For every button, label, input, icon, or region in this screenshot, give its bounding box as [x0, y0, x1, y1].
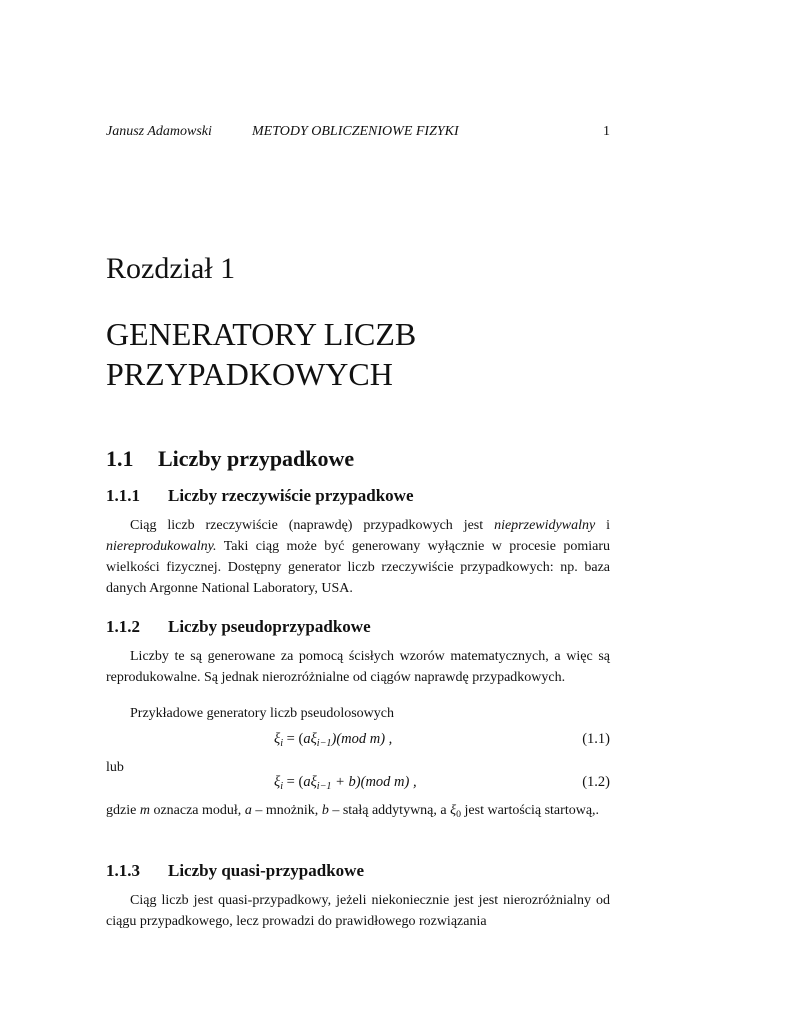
emphasis-text: niereprodukowalny. — [106, 539, 217, 554]
eq-symbol: ξ — [274, 774, 281, 790]
chapter-title-line2: PRZYPADKOWYCH — [106, 356, 393, 392]
paragraph-text: gdzie — [106, 803, 140, 818]
math-var: a — [244, 803, 252, 818]
running-head-title: METODY OBLICZENIOWE FIZYKI — [252, 124, 459, 139]
eq-subscript: i — [280, 781, 284, 792]
subsection-number: 1.1.1 — [106, 486, 140, 505]
subsection-heading-1-1-1 — [106, 486, 414, 506]
running-head — [106, 124, 612, 144]
connector-text: lub — [106, 760, 124, 775]
math-subscript: 0 — [456, 809, 462, 820]
paragraph-quasi-random: Ciąg liczb jest quasi-przypadkowy, jeżeli niekoniecznie jest jest nierozróżnialny od ciągu przypadkowego, lecz prowadzi do prawidłowego rozwiązania — [106, 893, 610, 929]
subsection-title: Liczby quasi-przypadkowe — [168, 861, 364, 880]
eq-symbol: aξ — [303, 774, 317, 790]
section-title: Liczby przypadkowe — [158, 446, 355, 471]
section-number: 1.1 — [106, 446, 134, 471]
paragraph-text: Ciąg liczb rzeczywiście (naprawdę) przypadkowych jest — [130, 518, 495, 533]
equation-number: (1.1) — [582, 731, 610, 747]
chapter-title — [106, 314, 626, 394]
subsection-number: 1.1.3 — [106, 861, 140, 880]
eq-subscript: i−1 — [316, 781, 332, 792]
eq-subscript: i — [280, 738, 284, 749]
equation-body — [274, 731, 392, 748]
equation-1-2 — [106, 774, 610, 796]
section-heading — [106, 446, 354, 472]
paragraph-where — [106, 800, 610, 821]
subsection-heading-1-1-2 — [106, 617, 371, 637]
chapter-title-line1: GENERATORY LICZB — [106, 316, 417, 352]
running-head-author: Janusz Adamowski — [106, 124, 212, 139]
equation-number: (1.2) — [582, 774, 610, 790]
subsection-title: Liczby rzeczywiście przypadkowe — [168, 486, 414, 505]
eq-operator: = ( — [283, 774, 304, 790]
eq-operator: = ( — [283, 731, 304, 747]
paragraph-text: Taki ciąg może być generowany wyłącznie w procesie pomiaru wielkości fizycznej. Dostępny generator liczb rzeczywiście przypadkowych: np. baza danych Argonne National Laboratory, USA. — [106, 539, 610, 596]
paragraph-text: jest wartością startową,. — [461, 803, 600, 818]
subsection-heading-1-1-3 — [106, 861, 364, 881]
subsection-number: 1.1.2 — [106, 617, 140, 636]
chapter-label: Rozdział 1 — [106, 252, 236, 285]
paragraph-text: i — [595, 518, 611, 533]
paragraph-true-random — [106, 515, 610, 599]
math-var: b — [321, 803, 329, 818]
paragraph-text: – stałą addytywną, a — [328, 803, 451, 818]
equation-1-1 — [106, 731, 610, 753]
emphasis-text: nieprzewidywalny — [494, 518, 596, 533]
equation-body — [274, 774, 417, 791]
page-number: 1 — [603, 124, 610, 139]
paragraph-generators-intro: Przykładowe generatory liczb pseudolosowych — [130, 706, 394, 721]
paragraph-text: – mnożnik, — [251, 803, 322, 818]
math-var: m — [139, 803, 150, 818]
subsection-title: Liczby pseudoprzypadkowe — [168, 617, 371, 636]
eq-symbol: aξ — [303, 731, 317, 747]
eq-rest: + b)(mod m) , — [331, 774, 417, 790]
eq-rest: )(mod m) , — [331, 731, 393, 747]
math-var: ξ — [450, 803, 457, 818]
paragraph-text: oznacza moduł, — [149, 803, 245, 818]
eq-symbol: ξ — [274, 731, 281, 747]
eq-subscript: i−1 — [316, 738, 332, 749]
paragraph-pseudo-random: Liczby te są generowane za pomocą ścisłych wzorów matematycznych, a więc są reprodukowalne. Są jednak nierozróżnialne od ciągów naprawdę przypadkowych. — [106, 649, 610, 685]
